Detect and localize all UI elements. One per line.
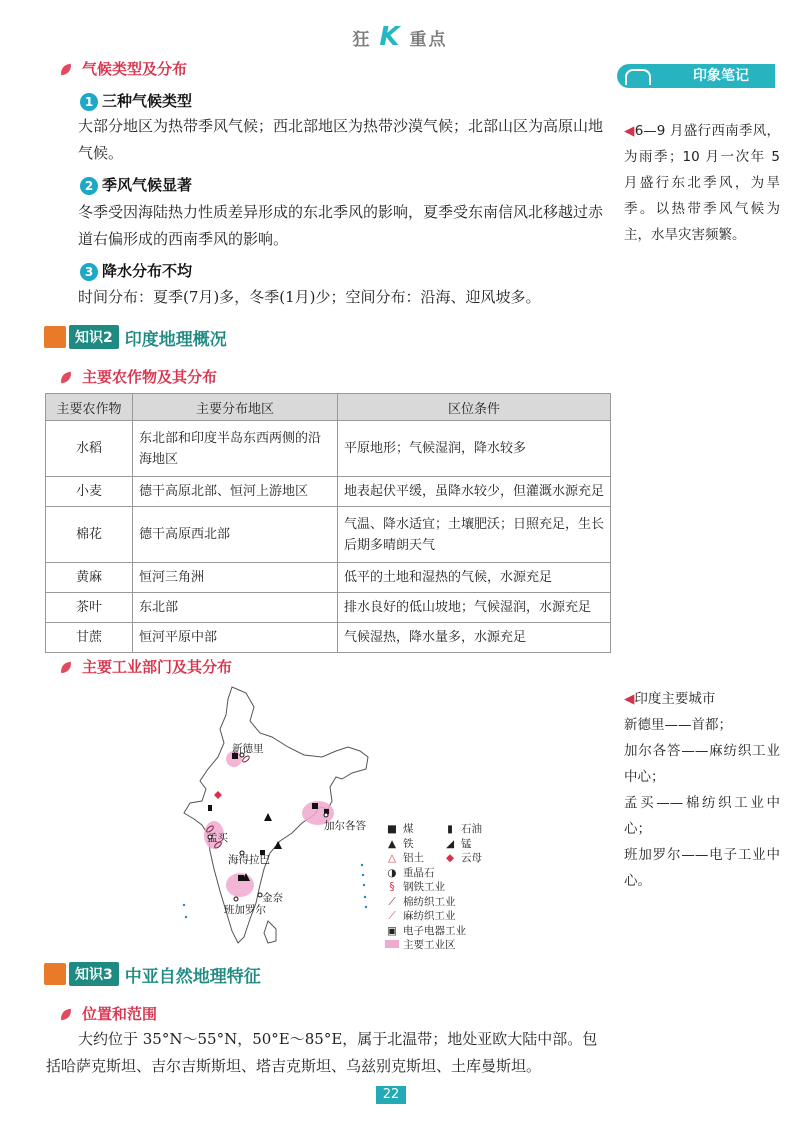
table-cell: 德干高原西北部 (133, 507, 338, 563)
bauxite-icon: △ (387, 852, 397, 864)
header-title-left: 狂 (352, 30, 372, 50)
page-header (0, 22, 800, 52)
subtitle-climate-types (80, 90, 192, 111)
subtitle-precipitation (80, 260, 192, 281)
legend-label: 重晶石 (403, 866, 435, 879)
table-cell: 地表起伏平缓，虽降水较少，但灌溉水源充足 (338, 477, 611, 507)
header-title-right: 重点 (409, 30, 448, 50)
sidebar-note-line: 班加罗尔——电子工业中心。 (624, 847, 780, 889)
paragraph-precipitation: 时间分布：夏季(7月)多，冬季(1月)少；空间分布：沿海、迎风坡多。 (78, 288, 541, 306)
legend-label: 煤 (403, 823, 414, 835)
table-cell: 恒河三角洲 (133, 563, 338, 593)
map-label-mumbai: 孟买 (207, 832, 228, 844)
number-1-icon: 1 (80, 93, 98, 111)
legend-label: 锰 (461, 837, 472, 850)
map-label-bangalore: 班加罗尔 (224, 904, 266, 916)
legend-row (385, 837, 482, 852)
table-cell: 茶叶 (46, 593, 133, 623)
table-row (46, 477, 611, 507)
crops-table (45, 393, 611, 653)
oil-marker (208, 805, 212, 811)
table-cell: 平原地形；气候湿润，降水较多 (338, 421, 611, 477)
sidebar-note-monsoon (624, 118, 780, 248)
steel-icon: § (389, 881, 395, 893)
page-number: 22 (376, 1086, 406, 1104)
wave-icon (625, 69, 651, 85)
knowledge-title: 中亚自然地理特征 (124, 966, 261, 987)
paragraph-central-asia: 大约位于 35°N～55°N，50°E～85°E，属于北温带；地处亚欧大陆中部。包括哈萨克斯坦、吉尔吉斯斯坦、塔吉克斯坦、乌兹别克斯坦、土库曼斯坦。 (46, 1030, 598, 1075)
table-cell: 东北部 (133, 593, 338, 623)
legend-label: 云母 (461, 852, 482, 864)
manganese-icon: ◢ (445, 837, 455, 850)
number-3-icon: 3 (80, 263, 98, 281)
number-2-icon: 2 (80, 177, 98, 195)
paragraph-climate-types: 大部分地区为热带季风气候；西北部地区为热带沙漠气候；北部山区为高原山地气候。 (78, 117, 604, 162)
table-row (46, 593, 611, 623)
sidebar-note-title-text: 印度主要城市 (634, 691, 716, 707)
sidebar-tab-label: 印象笔记 (693, 68, 749, 84)
knowledge-3-heading (44, 962, 261, 986)
header-title-k: K (379, 22, 402, 52)
table-cell: 小麦 (46, 477, 133, 507)
section-title-text: 主要农作物及其分布 (82, 368, 218, 386)
section-title-text: 位置和范围 (82, 1005, 158, 1023)
table-row (46, 563, 611, 593)
legend-row (385, 924, 482, 939)
legend-row (385, 851, 482, 866)
section-title-text: 主要工业部门及其分布 (82, 658, 233, 676)
table-cell: 黄麻 (46, 563, 133, 593)
triangle-left-icon: ◀ (624, 691, 635, 707)
legend-label: 铁 (403, 837, 414, 850)
table-cell: 气温、降水适宜；土壤肥沃；日照充足，生长后期多晴朗天气 (338, 507, 611, 563)
table-cell: 水稻 (46, 421, 133, 477)
sidebar-note-line: 加尔各答——麻纺织工业中心； (624, 743, 780, 785)
table-header-cell: 主要分布地区 (133, 394, 338, 421)
sidebar-note-line: 孟买——棉纺织工业中心； (624, 795, 780, 837)
table-header-cell: 区位条件 (338, 394, 611, 421)
legend-row (385, 866, 482, 881)
legend-row (385, 895, 482, 910)
triangle-left-icon: ◀ (624, 123, 635, 139)
subtitle-text: 降水分布不均 (102, 262, 193, 280)
sidebar-note-cities (624, 686, 780, 894)
section-title-crops (60, 366, 217, 387)
subtitle-text: 季风气候显著 (102, 176, 193, 194)
leaf-icon (59, 372, 73, 384)
oil-icon: ▮ (447, 823, 453, 835)
sri-lanka-outline (264, 921, 276, 943)
book-icon (44, 963, 66, 985)
legend-row (385, 938, 482, 953)
legend-label: 电子电器工业 (403, 924, 466, 937)
table-cell: 恒河平原中部 (133, 623, 338, 653)
map-label-kolkata: 加尔各答 (324, 820, 366, 832)
legend-row (385, 880, 482, 895)
barite-icon: ◑ (387, 866, 397, 879)
section-title-industry (60, 656, 232, 677)
map-label-hyderabad: 海得拉巴 (228, 854, 270, 866)
legend-label: 麻纺织工业 (403, 910, 456, 922)
coal-icon: ■ (387, 823, 397, 835)
legend-row (385, 909, 482, 924)
table-cell: 棉花 (46, 507, 133, 563)
table-header-cell: 主要农作物 (46, 394, 133, 421)
jute-icon: ⟋ (388, 910, 396, 922)
legend-label: 棉纺织工业 (403, 895, 456, 908)
table-header-row (46, 394, 611, 421)
legend-label: 钢铁工业 (403, 881, 445, 893)
leaf-icon (59, 1009, 73, 1021)
leaf-icon (59, 64, 73, 76)
legend-label: 主要工业区 (403, 939, 456, 951)
section-title-location (60, 1003, 157, 1024)
leaf-icon (59, 662, 73, 674)
table-row (46, 421, 611, 477)
table-cell: 德干高原北部、恒河上游地区 (133, 477, 338, 507)
cotton-icon: ⟋ (388, 895, 396, 908)
table-row (46, 623, 611, 653)
map-label-delhi: 新德里 (232, 743, 264, 755)
paragraph-monsoon: 冬季受因海陆热力性质差异形成的东北季风的影响，夏季受东南信风北移越过赤道右偏形成的西南季风的影响。 (78, 203, 604, 248)
subtitle-monsoon (80, 174, 192, 195)
table-cell: 气候湿热，降水量多，水源充足 (338, 623, 611, 653)
electronics-icon: ▣ (387, 924, 397, 937)
knowledge-2-heading (44, 325, 227, 349)
subtitle-text: 三种气候类型 (102, 92, 193, 110)
sidebar-note-line: 新德里——首都； (624, 717, 732, 733)
table-cell: 甘蔗 (46, 623, 133, 653)
sidebar-note-text: 6—9 月盛行西南季风，为雨季；10 月一次年 5 月盛行东北季风，为旱季。以热带季风气候为主，水旱灾害频繁。 (624, 123, 780, 243)
section-title-text: 气候类型及分布 (82, 60, 188, 78)
india-industry-map (180, 685, 400, 950)
knowledge-title: 印度地理概况 (124, 329, 227, 350)
legend-label: 石油 (461, 823, 482, 835)
table-cell: 排水良好的低山坡地；气候湿润，水源充足 (338, 593, 611, 623)
map-label-chennai: 金奈 (262, 892, 283, 904)
legend-label: 铝土 (403, 852, 424, 864)
sidebar-tab (617, 64, 775, 88)
knowledge-badge: 知识2 (69, 325, 119, 349)
book-icon (44, 326, 66, 348)
map-legend (385, 822, 482, 953)
knowledge-badge: 知识3 (69, 962, 119, 986)
zone-icon (385, 938, 399, 953)
coal-marker (312, 803, 318, 809)
sidebar-note-title (624, 686, 780, 712)
table-row (46, 507, 611, 563)
section-title-climate (60, 58, 187, 79)
iron-icon: ▲ (387, 837, 397, 850)
legend-row (385, 822, 482, 837)
table-cell: 低平的土地和湿热的气候，水源充足 (338, 563, 611, 593)
table-cell: 东北部和印度半岛东西两侧的沿海地区 (133, 421, 338, 477)
mica-icon: ◆ (445, 852, 455, 864)
